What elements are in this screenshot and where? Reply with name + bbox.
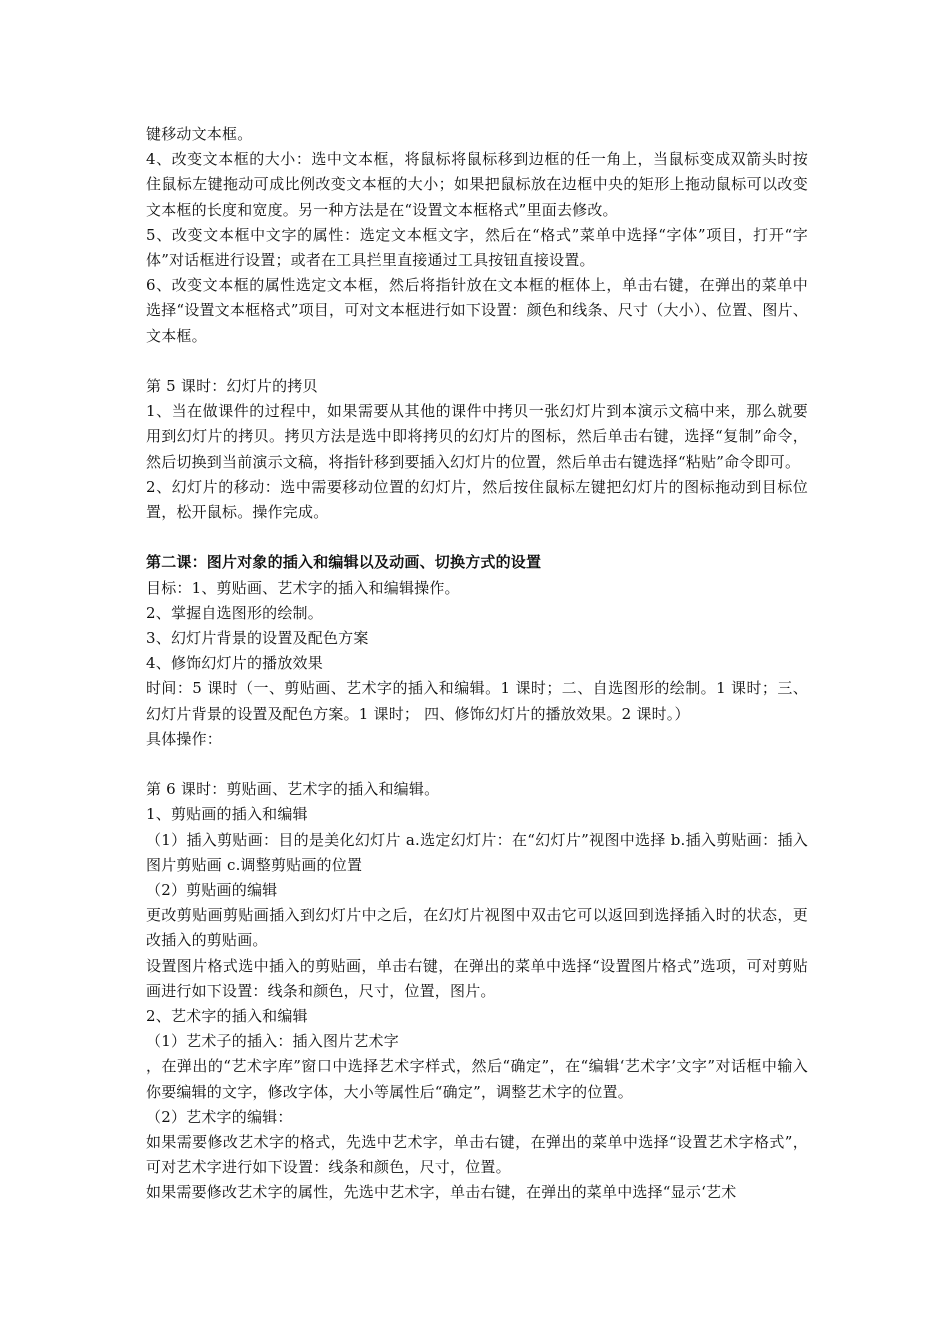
paragraph-continuation: 键移动文本框。 (146, 125, 253, 143)
paragraph-textbox-properties: 6、改变文本框的属性选定文本框，然后将指针放在文本框的框体上，单击右键，在弹出的菜单中选择“设置文本框格式”项目，可对文本框进行如下设置：颜色和线条、尺寸（大小）、位置、图片、文本框。 (146, 276, 808, 345)
clipart-change: 更改剪贴画剪贴画插入到幻灯片中之后，在幻灯片视图中双击它可以返回到选择插入时的状态，更改插入的剪贴画。 (146, 906, 808, 950)
goal-2: 2、掌握自选图形的绘制。 (146, 603, 323, 622)
document-page (146, 122, 808, 1206)
clipart-insert: （1）插入剪贴画：目的是美化幻灯片 a.选定幻灯片：在“幻灯片”视图中选择 b.插入剪贴画：插入图片剪贴画 c.调整剪贴画的位置 (146, 830, 808, 874)
paragraph-slide-move: 2、幻灯片的移动：选中需要移动位置的幻灯片，然后按住鼠标左键把幻灯片的图标拖动到目标位置，松开鼠标。操作完成。 (146, 477, 808, 522)
blank-line (146, 525, 808, 550)
clipart-edit-heading: （2）剪贴画的编辑 (146, 881, 278, 900)
paragraph-slide-copy: 1、当在做课件的过程中，如果需要从其他的课件中拷贝一张幻灯片到本演示文稿中来，那么就要用到幻灯片的拷贝。拷贝方法是选中即将拷贝的幻灯片的图标，然后单击右键，选择“复制”命令，然后切换到当前演示文稿，将指针移到要插入幻灯片的位置，然后单击右键选择“粘贴”命令即可。 (146, 402, 808, 471)
goal-1: 目标：1、剪贴画、艺术字的插入和编辑操作。 (146, 578, 460, 597)
paragraph-textbox-font: 5、改变文本框中文字的属性：选定文本框文字，然后在“格式”菜单中选择“字体”项目，打开“字体”对话框进行设置；或者在工具拦里直接通过工具按钮直接设置。 (146, 225, 808, 270)
lesson-6-title: 第 6 课时：剪贴画、艺术字的插入和编辑。 (146, 780, 440, 799)
blank-line (146, 752, 808, 777)
section-heading: 第二课：图片对象的插入和编辑以及动画、切换方式的设置 (146, 553, 542, 572)
lesson-5-title: 第 5 课时：幻灯片的拷贝 (146, 377, 318, 396)
clipart-heading: 1、剪贴画的插入和编辑 (146, 805, 308, 824)
clipart-format: 设置图片格式选中插入的剪贴画，单击右键，在弹出的菜单中选择“设置图片格式”选项，可对剪贴画进行如下设置：线条和颜色，尺寸，位置，图片。 (146, 956, 808, 1000)
goal-4: 4、修饰幻灯片的播放效果 (146, 654, 323, 673)
wordart-insert-steps: ，在弹出的“艺术字库”窗口中选择艺术字样式，然后“确定”，在“编辑‘艺术字’文字”对话框中输入你要编辑的文字，修改字体，大小等属性后“确定”，调整艺术字的位置。 (146, 1057, 808, 1101)
blank-line (146, 349, 808, 374)
wordart-properties: 如果需要修改艺术字的属性，先选中艺术字，单击右键，在弹出的菜单中选择“显示‘艺术 (146, 1183, 737, 1202)
wordart-heading: 2、艺术字的插入和编辑 (146, 1007, 308, 1026)
operations-label: 具体操作： (146, 729, 223, 748)
wordart-insert-heading: （1）艺术子的插入：插入图片艺术字 (146, 1032, 399, 1051)
paragraph-textbox-size: 4、改变文本框的大小：选中文本框，将鼠标将鼠标移到边框的任一角上，当鼠标变成双箭头时按住鼠标左键拖动可成比例改变文本框的大小；如果把鼠标放在边框中央的矩形上拖动鼠标可以改变文本框的长度和宽度。另一种方法是在“设置文本框格式”里面去修改。 (146, 150, 808, 219)
wordart-format: 如果需要修改艺术字的格式，先选中艺术字，单击右键，在弹出的菜单中选择“设置艺术字格式”，可对艺术字进行如下设置：线条和颜色，尺寸，位置。 (146, 1133, 808, 1177)
wordart-edit-heading: （2）艺术字的编辑： (146, 1107, 293, 1126)
goal-3: 3、幻灯片背景的设置及配色方案 (146, 629, 369, 648)
time-allocation: 时间：5 课时（一、剪贴画、艺术字的插入和编辑。1 课时；二、自选图形的绘制。1 课时；三、幻灯片背景的设置及配色方案。1 课时； 四、修饰幻灯片的播放效果。2 课时。） (146, 679, 808, 723)
